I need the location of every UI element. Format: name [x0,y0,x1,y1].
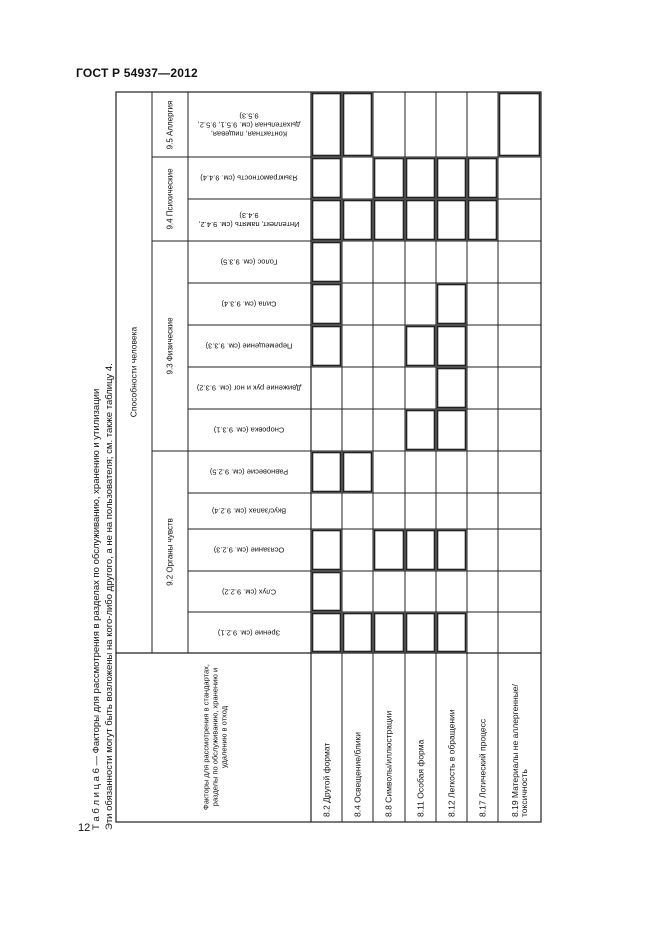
row-label: 8.4 Освещение/блики [352,731,362,817]
row-label: 8.11 Особая форма [415,739,425,817]
column-header: Равновесие (см. 9.2.5) [209,467,289,477]
mark-cell [438,159,466,198]
group-label: 9.3 Физические [165,317,175,375]
mark-cell [313,201,341,240]
mark-cell [407,531,435,570]
column-header: Перемещение (см. 9.3.3) [205,341,293,351]
mark-cell [344,453,372,492]
mark-cell [438,411,466,450]
column-header: Сила (см. 9.3.4) [221,299,277,309]
row-header-label: Факторы для рассмотрения в стандартах, разделы по обслуживанию, хранению и удалению в отход [201,664,229,810]
mark-cell [344,94,372,156]
row-label: 8.17 Логический процесс [477,718,487,817]
mark-cell [344,614,372,652]
document-header: ГОСТ Р 54937—2012 [76,66,198,80]
column-header: Зрение (см. 9.2.1) [217,628,281,637]
mark-cell [469,159,497,198]
mark-cell [438,327,466,366]
column-header: Контактная, пищевая, дыхательная (см. 9.5.1, 9.5.2, 9.5.3) [197,111,301,138]
column-header: Интеллект, память (см. 9.4.2, 9.4.3) [198,211,300,229]
row-label: 8.8 Символы/иллюстрации [383,710,394,817]
super-header: Способности человека [128,326,139,418]
mark-cell [375,531,404,570]
row-label: 8.19 Материалы не аллергенные/токсичность [509,684,529,817]
row-label: 8.2 Другой формат [321,742,331,817]
column-header: Сноровка (см. 9.3.1) [213,425,285,435]
mark-cell [469,201,497,240]
mark-cell [407,327,435,366]
mark-cell [500,94,540,156]
mark-cell [375,159,404,198]
mark-cell [313,531,341,570]
group-label: 9.2 Органы чувств [165,518,175,586]
mark-cell [313,453,341,492]
mark-cell [438,201,466,240]
column-header: Языкграмотность (см. 9.4.4) [200,173,298,183]
column-header: Голос (см. 9.3.5) [220,257,278,267]
page-number: 12 [78,822,91,834]
mark-cell [313,573,341,611]
mark-cell [407,614,435,652]
column-header: Движение рук и ног (см. 9.3.2) [196,383,302,393]
mark-cell [344,201,372,240]
mark-cell [375,614,404,652]
mark-cell [407,411,435,450]
group-label: 9.4 Психические [165,168,175,230]
mark-cell [313,327,341,366]
caption-title: Т а б л и ц а 6 — Факторы для рассмотрения в разделах по обслуживанию, хранению и утилизации [91,388,102,830]
column-header: Вкус/запах (см. 9.2.4) [211,506,287,516]
group-label: 9.5 Аллергия [165,100,175,149]
mark-cell [313,285,341,324]
mark-cell [313,94,341,156]
mark-cell [313,614,341,652]
caption-note: Эти обязанности могут быть возложены на кого-либо другого, а не на пользователя; см. также таблицу 4. [104,363,115,830]
column-header: Осязание (см. 9.2.3) [213,545,285,555]
mark-cell [438,531,466,570]
mark-cell [438,285,466,324]
mark-cell [375,201,404,240]
mark-cell [313,243,341,282]
mark-cell [313,159,341,198]
mark-cell [407,159,435,198]
mark-cell [438,614,466,652]
mark-cell [438,369,466,408]
mark-cell [407,201,435,240]
column-header: Слух (см. 9.2.2) [221,587,277,596]
row-label: 8.12 Легкость в обращении [446,709,456,817]
